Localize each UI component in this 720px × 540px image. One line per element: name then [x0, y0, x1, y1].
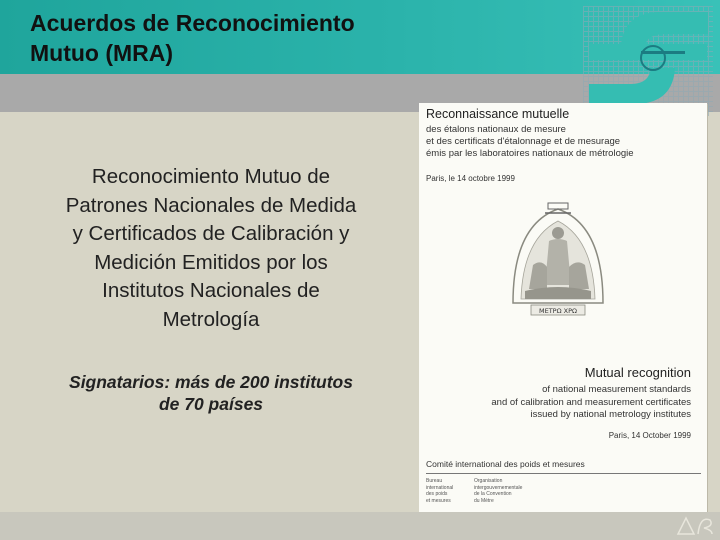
doc-footer-col-1: Bureau international des poids et mesures: [426, 478, 454, 504]
slide-corner-mark-icon: [676, 512, 716, 536]
doc-french-date: Paris, le 14 octobre 1999: [426, 174, 515, 183]
bipm-seal-icon: [505, 195, 611, 325]
doc-english-date: Paris, 14 October 1999: [608, 431, 691, 440]
doc-divider: [426, 473, 701, 474]
doc-english-title: Mutual recognition: [584, 365, 691, 380]
signatories-text: Signatarios: más de 200 institutos de 70 países: [69, 372, 353, 414]
doc-french-subtitle: des étalons nationaux de mesure et des certificats d'étalonnage et de mesurage émis par les laboratoires nationaux de métrologie: [426, 124, 634, 159]
doc-english-subtitle: of national measurement standards and of calibration and measurement certificates issued by national metrology institutes: [491, 384, 691, 420]
doc-french-title: Reconnaissance mutuelle: [426, 107, 570, 121]
doc-footer-col-2: Organisation intergouvernementale de la Convention du Mètre: [474, 478, 523, 504]
seal-motto: ΜΕΤΡΩ ΧΡΩ: [539, 307, 577, 315]
bottom-strip: [0, 512, 720, 540]
doc-committee-name: Comité international des poids et mesures: [426, 459, 585, 469]
mra-document-cover: [419, 103, 707, 518]
main-text: Reconocimiento Mutuo de Patrones Nacionales de Medida y Certificados de Calibración y Medición Emitidos por los Institutos Nacionales de Metrología: [65, 165, 357, 331]
slide-title: Acuerdos de Reconocimiento Mutuo (MRA): [30, 10, 355, 66]
institution-logo-icon: [583, 6, 713, 116]
